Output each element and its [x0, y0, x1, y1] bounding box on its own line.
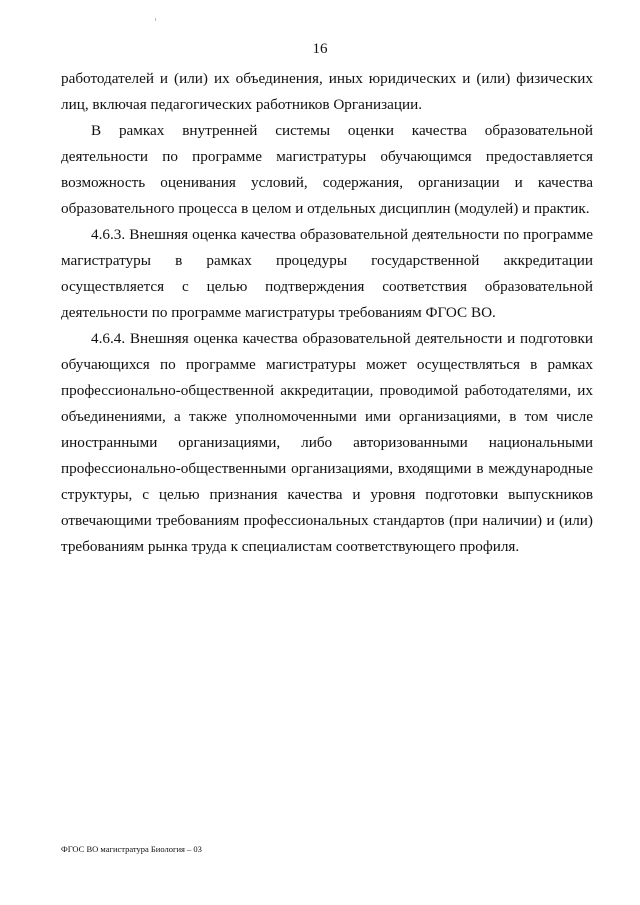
page-number: 16 [312, 41, 328, 57]
document-footer: ФГОС ВО магистратура Биология – 03 [61, 844, 202, 854]
document-body [61, 66, 593, 560]
paragraph-4-6-3: 4.6.3. Внешняя оценка качества образовательной деятельности по программе магистратуры в рамках процедуры государственной аккредитации осуществляется с целью подтверждения соответствия образовательной деятельности по программе магистратуры требованиям ФГОС ВО. [61, 226, 593, 321]
paragraph-4-6-4: 4.6.4. Внешняя оценка качества образовательной деятельности и подготовки обучающихся по программе магистратуры может осуществляться в рамках профессионально-общественной аккредитации, проводимой работодателями, их объединениями, а также уполномоченными ими организациями, в том числе иностранными организациями, либо авторизованными национальными профессионально-общественными организациями, входящими в международные структуры, с целью признания качества и уровня подготовки выпускников отвечающими требованиям профессиональных стандартов (при наличии) и (или) требованиям рынка труда к специалистам соответствующего профиля. [61, 330, 593, 555]
scan-mark [155, 18, 156, 21]
paragraph-continuation: работодателей и (или) их объединения, иных юридических и (или) физических лиц, включая педагогических работников Организации. [61, 70, 593, 113]
paragraph-internal-assessment: В рамках внутренней системы оценки качества образовательной деятельности по программе магистратуры обучающимся предоставляется возможность оценивания условий, содержания, организации и качества образовательного процесса в целом и отдельных дисциплин (модулей) и практик. [61, 122, 593, 217]
